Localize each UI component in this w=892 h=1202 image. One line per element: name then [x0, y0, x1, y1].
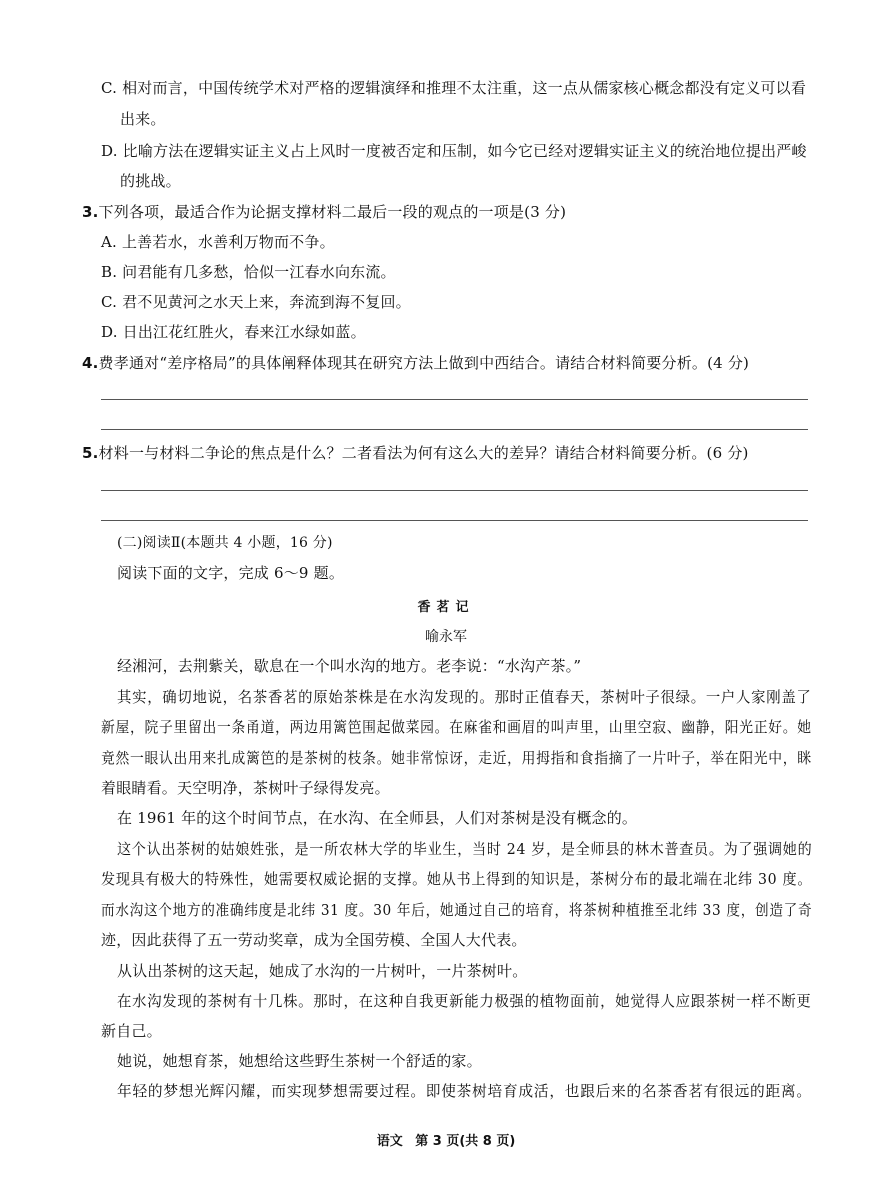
essay-paragraph-line: 其实，确切地说，名茶香茗的原始茶株是在水沟发现的。那时正值春天，茶树叶子很绿。一户人家刚盖了: [117, 688, 812, 706]
option-d-line2: 的挑战。: [120, 172, 181, 190]
question-3: [82, 201, 566, 223]
q3-option-d: D. 日出江花红胜火，春来江水绿如蓝。: [101, 323, 366, 341]
essay-paragraph-line: 经湘河，去荆紫关，歇息在一个叫水沟的地方。老李说：“水沟产茶。”: [117, 657, 582, 675]
essay-paragraph-line: 年轻的梦想光辉闪耀，而实现梦想需要过程。即使茶树培育成活，也跟后来的名茶香茗有很远的距离。: [117, 1082, 812, 1100]
option-d-line1: D. 比喻方法在逻辑实证主义占上风时一度被否定和压制，如今它已经对逻辑实证主义的统治地位提出严峻: [101, 142, 807, 160]
q3-option-c: C. 君不见黄河之水天上来，奔流到海不复回。: [101, 293, 411, 311]
q3-option-a: A. 上善若水，水善利万物而不争。: [101, 233, 335, 251]
q3-option-b: B. 问君能有几多愁，恰似一江春水向东流。: [101, 263, 396, 281]
answer-line: [101, 429, 808, 430]
question-number: 3.: [82, 203, 99, 221]
question-5: [82, 442, 749, 464]
essay-paragraph-line: 而水沟这个地方的准确纬度是北纬 31 度。30 年后，她通过自己的培育，将茶树种植推至北纬 33 度，创造了奇: [101, 901, 813, 919]
essay-paragraph-line: 从认出茶树的这天起，她成了水沟的一片树叶，一片茶树叶。: [117, 962, 528, 980]
answer-line: [101, 520, 808, 521]
essay-title: 香茗记: [417, 600, 475, 615]
option-c-line2: 出来。: [120, 110, 166, 128]
essay-paragraph-line: 竟然一眼认出用来扎成篱笆的是茶树的枝条。她非常惊讶，走近，用拇指和食指摘了一片叶子，举在阳光中，眯: [101, 749, 812, 767]
essay-paragraph-line: 这个认出茶树的姑娘姓张，是一所农林大学的毕业生，当时 24 岁，是全师县的林木普查员。为了强调她的: [117, 840, 813, 858]
option-c-line1: C. 相对而言，中国传统学术对严格的逻辑演绎和推理不太注重，这一点从儒家核心概念都没有定义可以看: [101, 79, 807, 97]
question-stem: 下列各项，最适合作为论据支撑材料二最后一段的观点的一项是(3 分): [98, 203, 567, 221]
essay-paragraph-line: 在水沟发现的茶树有十几株。那时，在这种自我更新能力极强的植物面前，她觉得人应跟茶树一样不断更: [117, 992, 812, 1010]
essay-paragraph-line: 发现具有极大的特殊性，她需要权威论据的支撑。她从书上得到的知识是，茶树分布的最北端在北纬 30 度。: [101, 870, 813, 888]
section-heading: (二)阅读Ⅱ(本题共 4 小题，16 分): [117, 535, 333, 551]
question-stem: 费孝通对“差序格局”的具体阐释体现其在研究方法上做到中西结合。请结合材料简要分析。(4 分): [98, 354, 750, 372]
question-4: [82, 352, 749, 374]
answer-line: [101, 399, 808, 400]
footer-subject: 语文: [376, 1134, 403, 1149]
essay-paragraph-line: 新屋，院子里留出一条甬道，两边用篱笆围起做菜园。在麻雀和画眉的叫声里，山里空寂、幽静，阳光正好。她: [101, 718, 812, 736]
question-stem: 材料一与材料二争论的焦点是什么？二者看法为何有这么大的差异？请结合材料简要分析。(6 分): [98, 444, 749, 462]
essay-author: 喻永军: [425, 629, 467, 645]
essay-paragraph-line: 迹，因此获得了五一劳动奖章，成为全国劳模、全国人大代表。: [101, 931, 527, 949]
question-number: 4.: [82, 354, 99, 372]
essay-paragraph-line: 在 1961 年的这个时间节点，在水沟、在全师县，人们对茶树是没有概念的。: [117, 809, 638, 827]
question-number: 5.: [82, 444, 99, 462]
essay-paragraph-line: 着眼睛看。天空明净，茶树叶子绿得发亮。: [101, 779, 390, 797]
answer-line: [101, 490, 808, 491]
essay-paragraph-line: 新自己。: [101, 1022, 162, 1040]
section-instruction: 阅读下面的文字，完成 6～9 题。: [117, 564, 345, 582]
essay-paragraph-line: 她说，她想育茶，她想给这些野生茶树一个舒适的家。: [117, 1052, 482, 1070]
footer-page-number: 第 3 页(共 8 页): [415, 1134, 516, 1149]
page-footer: [0, 1130, 892, 1149]
